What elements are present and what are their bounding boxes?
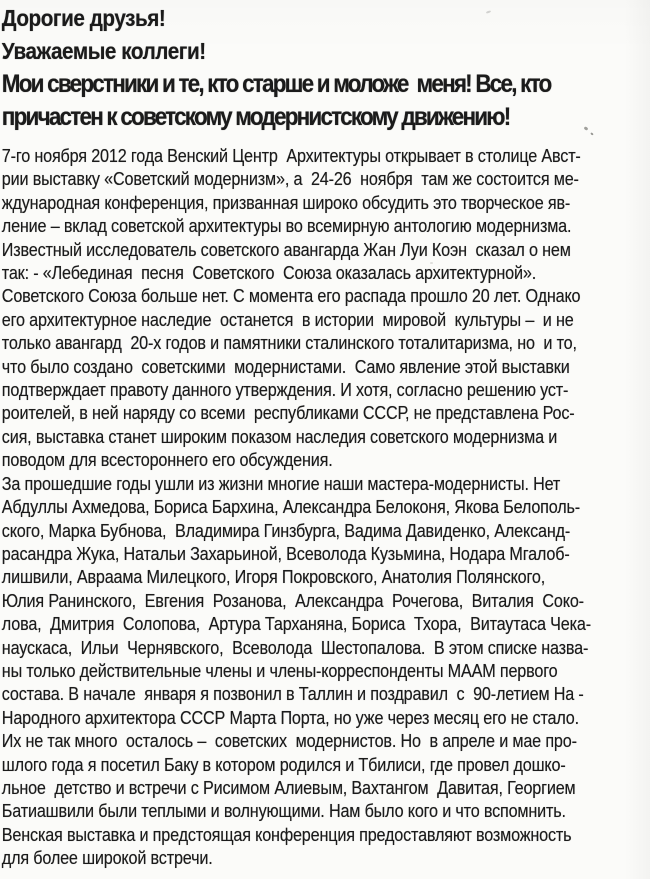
scan-speck-icon	[430, 262, 433, 264]
letter-salutation	[2, 2, 650, 134]
text-line: ление – вклад советской архитектуры во всемирную антологию модернизма.	[1, 216, 572, 237]
salutation-line-2: Уважаемые коллеги!	[1, 38, 206, 64]
text-line: рии выставку «Советский модернизм», а 24-26 ноября там же состоится ме-	[1, 169, 579, 190]
text-line: Абдуллы Ахмедова, Бориса Бархина, Александра Белоконя, Якова Белополь-	[1, 497, 580, 518]
text-line: только авангард 20-х годов и памятники сталинского тоталитаризма, но и то,	[1, 333, 577, 354]
text-line: лишвили, Авраама Милецкого, Игоря Покровского, Анатолия Полянского,	[1, 567, 546, 588]
text-line: для более широкой встречи.	[1, 848, 213, 869]
text-line: ского, Марка Бубнова, Владимира Гинзбурга, Вадима Давиденко, Александ-	[1, 520, 571, 541]
text-line: шлого года я посетил Баку в котором родился и Тбилиси, где провел дошко-	[1, 754, 566, 775]
text-line: роителей, в ней наряду со всеми республиками СССР, не представлена Рос-	[1, 403, 575, 424]
text-line: ждународная конференция, призванная широко обсудить это творческое яв-	[1, 192, 571, 213]
paragraph-exhibition-announcement	[2, 145, 650, 473]
text-line: наускаса, Ильи Чернявского, Всеволода Шестопалова. В этом списке назва-	[1, 637, 589, 658]
salutation-line-1: Дорогие друзья!	[1, 5, 166, 31]
text-line: льное детство и встречи с Рисимом Алиевым, Вахтангом Давитая, Георгием	[1, 777, 576, 798]
text-line: Батиашвили были теплыми и волнующими. Нам было кого и что вспомнить.	[1, 801, 566, 822]
text-line: ны только действительные члены и члены-корреспонденты МААМ первого	[1, 660, 558, 681]
text-line: поводом для всестороннего его обсуждения.	[1, 450, 333, 471]
text-line: лова, Дмитрия Солопова, Артура Тарханяна, Бориса Тхора, Витаутаса Чека-	[1, 614, 591, 635]
text-line: его архитектурное наследие останется в истории мировой культуры – и не	[1, 309, 574, 330]
paragraph-departed-masters	[2, 473, 650, 871]
text-line: Известный исследователь советского авангарда Жан Луи Коэн сказал о нем	[1, 239, 571, 260]
salutation-line-4: причастен к советскому модернистскому движению!	[1, 103, 510, 131]
text-line: так: - «Лебединая песня Советского Союза оказалась архитектурной».	[1, 263, 537, 284]
text-line: Юлия Ранинского, Евгения Розанова, Александра Рочегова, Виталия Соко-	[1, 590, 584, 611]
text-line: Их не так много осталось – советских модернистов. Но в апреле и мае про-	[1, 731, 577, 752]
text-line: что было создано советскими модернистами. Само явление этой выставки	[1, 356, 570, 377]
text-line: Советского Союза больше нет. С момента его распада прошло 20 лет. Однако	[1, 286, 581, 307]
text-line: Народного архитектора СССР Марта Порта, но уже через месяц его не стало.	[1, 707, 579, 728]
text-line: расандра Жука, Натальи Захарьиной, Всеволода Кузьмина, Нодара Мгалоб-	[1, 543, 570, 564]
text-line: состава. В начале января я позвонил в Таллин и поздравил с 90-летием На -	[1, 684, 584, 705]
text-line: сия, выставка станет широким показом наследия советского модернизма и	[1, 426, 558, 447]
salutation-line-3: Мои сверстники и те, кто старше и моложе меня! Все, кто	[1, 70, 551, 98]
text-line: подтверждает правоту данного утверждения. И хотя, согласно решению уст-	[1, 380, 569, 401]
text-line: 7-го ноября 2012 года Венский Центр Архитектуры открывает в столице Авст-	[1, 146, 581, 166]
text-line: За прошедшие годы ушли из жизни многие наши мастера-модернисты. Нет	[1, 473, 561, 494]
text-line: Венская выставка и предстоящая конференция предоставляют возможность	[1, 824, 572, 845]
